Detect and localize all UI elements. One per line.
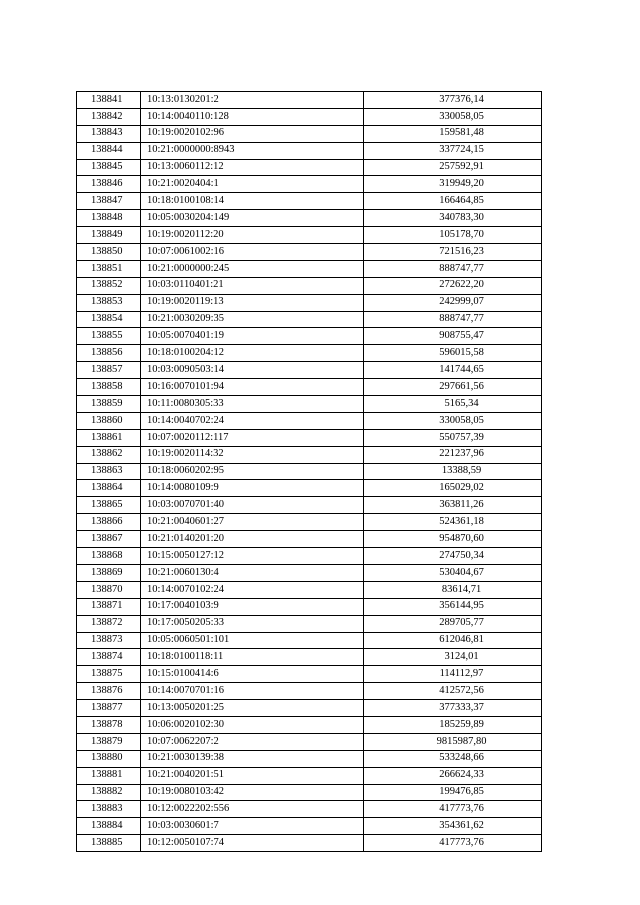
record-id-cell: 138848 <box>77 210 141 227</box>
record-id-cell: 138881 <box>77 767 141 784</box>
table-row <box>77 666 542 683</box>
amount-cell: 533248,66 <box>364 750 542 767</box>
amount-cell: 354361,62 <box>364 818 542 835</box>
record-id-cell: 138876 <box>77 683 141 700</box>
record-id-cell: 138843 <box>77 125 141 142</box>
table-row <box>77 227 542 244</box>
record-id-cell: 138851 <box>77 260 141 277</box>
table-row <box>77 716 542 733</box>
record-id-cell: 138858 <box>77 379 141 396</box>
cadastral-number-cell: 10:21:0020404:1 <box>141 176 364 193</box>
record-id-cell: 138869 <box>77 564 141 581</box>
cadastral-number-cell: 10:13:0130201:2 <box>141 92 364 109</box>
table-row <box>77 92 542 109</box>
amount-cell: 356144,95 <box>364 598 542 615</box>
amount-cell: 5165,34 <box>364 396 542 413</box>
record-id-cell: 138841 <box>77 92 141 109</box>
table-row <box>77 396 542 413</box>
record-id-cell: 138864 <box>77 480 141 497</box>
amount-cell: 9815987,80 <box>364 733 542 750</box>
table-row <box>77 294 542 311</box>
amount-cell: 612046,81 <box>364 632 542 649</box>
amount-cell: 274750,34 <box>364 548 542 565</box>
record-id-cell: 138866 <box>77 514 141 531</box>
amount-cell: 417773,76 <box>364 801 542 818</box>
cadastral-number-cell: 10:16:0070101:94 <box>141 379 364 396</box>
table-row <box>77 835 542 852</box>
cadastral-number-cell: 10:03:0110401:21 <box>141 277 364 294</box>
amount-cell: 159581,48 <box>364 125 542 142</box>
table-row <box>77 733 542 750</box>
cadastral-number-cell: 10:21:0040601:27 <box>141 514 364 531</box>
table-row <box>77 801 542 818</box>
record-id-cell: 138849 <box>77 227 141 244</box>
amount-cell: 165029,02 <box>364 480 542 497</box>
cadastral-number-cell: 10:13:0050201:25 <box>141 700 364 717</box>
record-id-cell: 138846 <box>77 176 141 193</box>
table-row <box>77 142 542 159</box>
record-id-cell: 138875 <box>77 666 141 683</box>
record-id-cell: 138885 <box>77 835 141 852</box>
records-body <box>77 92 542 852</box>
cadastral-number-cell: 10:05:0030204:149 <box>141 210 364 227</box>
amount-cell: 888747,77 <box>364 311 542 328</box>
table-row <box>77 683 542 700</box>
cadastral-number-cell: 10:19:0020112:20 <box>141 227 364 244</box>
cadastral-number-cell: 10:15:0050127:12 <box>141 548 364 565</box>
table-row <box>77 598 542 615</box>
table-row <box>77 632 542 649</box>
cadastral-number-cell: 10:19:0080103:42 <box>141 784 364 801</box>
table-row <box>77 480 542 497</box>
table-row <box>77 412 542 429</box>
amount-cell: 199476,85 <box>364 784 542 801</box>
cadastral-number-cell: 10:18:0100118:11 <box>141 649 364 666</box>
table-row <box>77 750 542 767</box>
cadastral-number-cell: 10:06:0020102:30 <box>141 716 364 733</box>
record-id-cell: 138872 <box>77 615 141 632</box>
table-row <box>77 463 542 480</box>
table-row <box>77 379 542 396</box>
cadastral-number-cell: 10:19:0020114:32 <box>141 446 364 463</box>
record-id-cell: 138873 <box>77 632 141 649</box>
record-id-cell: 138852 <box>77 277 141 294</box>
amount-cell: 257592,91 <box>364 159 542 176</box>
cadastral-number-cell: 10:14:0040702:24 <box>141 412 364 429</box>
amount-cell: 221237,96 <box>364 446 542 463</box>
amount-cell: 141744,65 <box>364 362 542 379</box>
amount-cell: 954870,60 <box>364 531 542 548</box>
amount-cell: 242999,07 <box>364 294 542 311</box>
amount-cell: 330058,05 <box>364 412 542 429</box>
record-id-cell: 138855 <box>77 328 141 345</box>
table-row <box>77 345 542 362</box>
amount-cell: 417773,76 <box>364 835 542 852</box>
table-row <box>77 311 542 328</box>
record-id-cell: 138868 <box>77 548 141 565</box>
amount-cell: 721516,23 <box>364 244 542 261</box>
amount-cell: 412572,56 <box>364 683 542 700</box>
amount-cell: 319949,20 <box>364 176 542 193</box>
amount-cell: 550757,39 <box>364 429 542 446</box>
cadastral-number-cell: 10:17:0050205:33 <box>141 615 364 632</box>
table-row <box>77 649 542 666</box>
cadastral-number-cell: 10:21:0030209:35 <box>141 311 364 328</box>
cadastral-number-cell: 10:03:0090503:14 <box>141 362 364 379</box>
cadastral-number-cell: 10:07:0061002:16 <box>141 244 364 261</box>
record-id-cell: 138863 <box>77 463 141 480</box>
record-id-cell: 138845 <box>77 159 141 176</box>
cadastral-number-cell: 10:21:0060130:4 <box>141 564 364 581</box>
record-id-cell: 138850 <box>77 244 141 261</box>
table-row <box>77 328 542 345</box>
cadastral-number-cell: 10:15:0100414:6 <box>141 666 364 683</box>
table-row <box>77 548 542 565</box>
record-id-cell: 138878 <box>77 716 141 733</box>
table-row <box>77 429 542 446</box>
cadastral-number-cell: 10:12:0050107:74 <box>141 835 364 852</box>
table-row <box>77 700 542 717</box>
cadastral-number-cell: 10:03:0030601:7 <box>141 818 364 835</box>
cadastral-number-cell: 10:21:0000000:245 <box>141 260 364 277</box>
table-row <box>77 277 542 294</box>
table-row <box>77 784 542 801</box>
record-id-cell: 138860 <box>77 412 141 429</box>
record-id-cell: 138861 <box>77 429 141 446</box>
cadastral-number-cell: 10:17:0040103:9 <box>141 598 364 615</box>
amount-cell: 596015,58 <box>364 345 542 362</box>
cadastral-number-cell: 10:07:0062207:2 <box>141 733 364 750</box>
amount-cell: 166464,85 <box>364 193 542 210</box>
table-row <box>77 615 542 632</box>
record-id-cell: 138857 <box>77 362 141 379</box>
record-id-cell: 138874 <box>77 649 141 666</box>
record-id-cell: 138847 <box>77 193 141 210</box>
amount-cell: 3124,01 <box>364 649 542 666</box>
cadastral-number-cell: 10:14:0040110:128 <box>141 108 364 125</box>
amount-cell: 363811,26 <box>364 497 542 514</box>
record-id-cell: 138882 <box>77 784 141 801</box>
record-id-cell: 138859 <box>77 396 141 413</box>
amount-cell: 340783,30 <box>364 210 542 227</box>
table-row <box>77 818 542 835</box>
amount-cell: 888747,77 <box>364 260 542 277</box>
record-id-cell: 138871 <box>77 598 141 615</box>
amount-cell: 105178,70 <box>364 227 542 244</box>
cadastral-number-cell: 10:14:0080109:9 <box>141 480 364 497</box>
cadastral-number-cell: 10:14:0070102:24 <box>141 581 364 598</box>
amount-cell: 330058,05 <box>364 108 542 125</box>
cadastral-number-cell: 10:21:0140201:20 <box>141 531 364 548</box>
record-id-cell: 138879 <box>77 733 141 750</box>
amount-cell: 185259,89 <box>364 716 542 733</box>
amount-cell: 114112,97 <box>364 666 542 683</box>
cadastral-number-cell: 10:21:0030139:38 <box>141 750 364 767</box>
table-row <box>77 581 542 598</box>
cadastral-number-cell: 10:05:0060501:101 <box>141 632 364 649</box>
record-id-cell: 138856 <box>77 345 141 362</box>
table-row <box>77 210 542 227</box>
record-id-cell: 138844 <box>77 142 141 159</box>
record-id-cell: 138883 <box>77 801 141 818</box>
amount-cell: 83614,71 <box>364 581 542 598</box>
table-row <box>77 531 542 548</box>
record-id-cell: 138884 <box>77 818 141 835</box>
table-row <box>77 260 542 277</box>
cadastral-number-cell: 10:19:0020119:13 <box>141 294 364 311</box>
table-row <box>77 514 542 531</box>
record-id-cell: 138880 <box>77 750 141 767</box>
amount-cell: 377333,37 <box>364 700 542 717</box>
cadastral-number-cell: 10:21:0000000:8943 <box>141 142 364 159</box>
amount-cell: 13388,59 <box>364 463 542 480</box>
cadastral-number-cell: 10:13:0060112:12 <box>141 159 364 176</box>
table-row <box>77 193 542 210</box>
amount-cell: 337724,15 <box>364 142 542 159</box>
cadastral-number-cell: 10:14:0070701:16 <box>141 683 364 700</box>
cadastral-number-cell: 10:07:0020112:117 <box>141 429 364 446</box>
amount-cell: 377376,14 <box>364 92 542 109</box>
records-table <box>76 91 542 852</box>
amount-cell: 908755,47 <box>364 328 542 345</box>
table-row <box>77 362 542 379</box>
table-row <box>77 176 542 193</box>
cadastral-number-cell: 10:18:0100204:12 <box>141 345 364 362</box>
cadastral-number-cell: 10:21:0040201:51 <box>141 767 364 784</box>
table-row <box>77 564 542 581</box>
cadastral-number-cell: 10:05:0070401:19 <box>141 328 364 345</box>
amount-cell: 272622,20 <box>364 277 542 294</box>
record-id-cell: 138865 <box>77 497 141 514</box>
record-id-cell: 138853 <box>77 294 141 311</box>
record-id-cell: 138867 <box>77 531 141 548</box>
table-row <box>77 497 542 514</box>
record-id-cell: 138854 <box>77 311 141 328</box>
cadastral-number-cell: 10:11:0080305:33 <box>141 396 364 413</box>
table-row <box>77 125 542 142</box>
table-row <box>77 767 542 784</box>
cadastral-number-cell: 10:18:0060202:95 <box>141 463 364 480</box>
table-row <box>77 159 542 176</box>
table-row <box>77 446 542 463</box>
record-id-cell: 138842 <box>77 108 141 125</box>
record-id-cell: 138862 <box>77 446 141 463</box>
record-id-cell: 138870 <box>77 581 141 598</box>
cadastral-number-cell: 10:19:0020102:96 <box>141 125 364 142</box>
cadastral-number-cell: 10:18:0100108:14 <box>141 193 364 210</box>
cadastral-number-cell: 10:03:0070701:40 <box>141 497 364 514</box>
amount-cell: 524361,18 <box>364 514 542 531</box>
table-row <box>77 244 542 261</box>
table-row <box>77 108 542 125</box>
amount-cell: 297661,56 <box>364 379 542 396</box>
record-id-cell: 138877 <box>77 700 141 717</box>
cadastral-number-cell: 10:12:0022202:556 <box>141 801 364 818</box>
amount-cell: 289705,77 <box>364 615 542 632</box>
amount-cell: 266624,33 <box>364 767 542 784</box>
amount-cell: 530404,67 <box>364 564 542 581</box>
